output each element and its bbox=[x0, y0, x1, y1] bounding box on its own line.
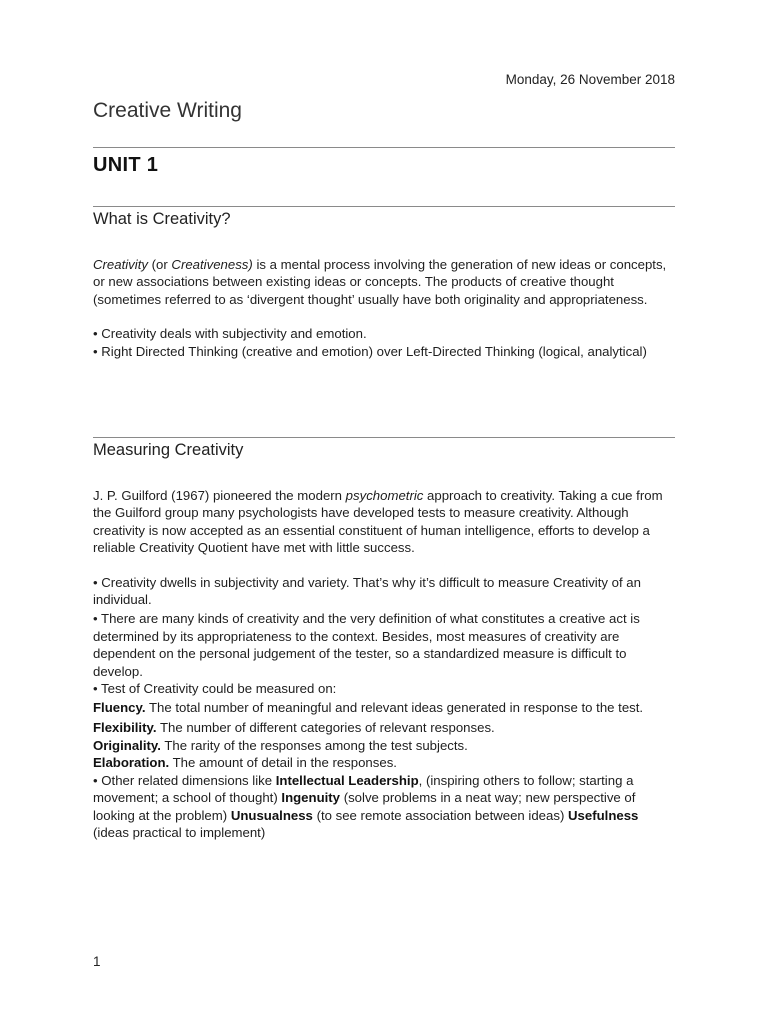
text: J. P. Guilford (1967) pioneered the modern bbox=[93, 488, 346, 503]
bullet-item: • There are many kinds of creativity and the very definition of what constitutes a creative act is determined by its appropriateness to the context. Besides, most measures of creativity are dependent on the personal judgement of the tester, so a standardized measure is difficult to develop. bbox=[93, 611, 640, 679]
measure-elaboration bbox=[93, 754, 675, 771]
section-measuring-creativity-body bbox=[93, 487, 675, 841]
text: is a mental process involving the generation of new ideas or concepts, or new associations between existing ideas or concepts. The products of creative thought (sometimes referred to as ‘divergent thought’ usually have both originality and appropriateness. bbox=[93, 257, 667, 307]
bullet-item: • Creativity dwells in subjectivity and variety. That’s why it’s difficult to measure Creativity of an individual. bbox=[93, 574, 641, 608]
text: (or bbox=[147, 257, 172, 272]
text: The number of different categories of relevant responses. bbox=[156, 720, 495, 736]
text: , (inspiring others to follow; starting a movement; a school of thought) bbox=[93, 772, 634, 806]
term: Usefulness bbox=[568, 807, 639, 823]
measure-originality bbox=[93, 737, 675, 754]
measure-flexibility bbox=[93, 719, 675, 736]
text: (solve problems in a neat way; new perspective of looking at the problem) bbox=[93, 790, 636, 823]
term-psychometric: psychometric bbox=[345, 488, 424, 503]
divider bbox=[93, 437, 675, 438]
term-creativeness: Creativeness) bbox=[171, 257, 253, 272]
term: Flexibility. bbox=[93, 720, 157, 736]
bullet-item: • Right Directed Thinking (creative and emotion) over Left-Directed Thinking (logical, analytical) bbox=[93, 343, 647, 359]
measure-fluency bbox=[93, 697, 675, 719]
paragraph bbox=[93, 487, 675, 557]
text: approach to creativity. Taking a cue from the Guilford group many psychologists have developed tests to measure creativity. Although creativity is now accepted as an essential constituent of human intelligence, efforts to develop a reliable Creativity Quotient have met with little success. bbox=[93, 488, 663, 556]
text: (to see remote association between ideas) bbox=[312, 807, 569, 823]
text: The rarity of the responses among the test subjects. bbox=[160, 737, 468, 753]
document-date: Monday, 26 November 2018 bbox=[505, 72, 675, 87]
divider bbox=[93, 206, 675, 207]
unit-title: UNIT 1 bbox=[93, 154, 159, 176]
section-heading-measuring-creativity: Measuring Creativity bbox=[93, 441, 244, 459]
term: Elaboration. bbox=[93, 755, 170, 771]
bullet-item: • Test of Creativity could be measured on: bbox=[93, 681, 337, 697]
term: Unusualness bbox=[230, 807, 313, 823]
text: The total number of meaningful and relevant ideas generated in response to the test. bbox=[145, 700, 644, 716]
bullet-item: • Creativity deals with subjectivity and emotion. bbox=[93, 326, 367, 342]
term: Intellectual Leadership bbox=[275, 772, 419, 788]
term-creativity: Creativity bbox=[93, 257, 148, 272]
text: • Other related dimensions like bbox=[93, 772, 276, 788]
term: Originality. bbox=[93, 737, 161, 753]
document-title: Creative Writing bbox=[93, 99, 242, 122]
page-number: 1 bbox=[93, 954, 101, 969]
section-heading-what-is-creativity: What is Creativity? bbox=[93, 210, 231, 228]
term: Ingenuity bbox=[281, 790, 341, 806]
divider bbox=[93, 147, 675, 148]
bullet-item-other-dimensions bbox=[93, 772, 675, 842]
text: (ideas practical to implement) bbox=[93, 824, 266, 840]
document-page bbox=[93, 0, 675, 1024]
text: The amount of detail in the responses. bbox=[169, 755, 397, 771]
section-what-is-creativity-body bbox=[93, 256, 675, 360]
term: Fluency. bbox=[93, 700, 146, 716]
paragraph bbox=[93, 256, 675, 308]
